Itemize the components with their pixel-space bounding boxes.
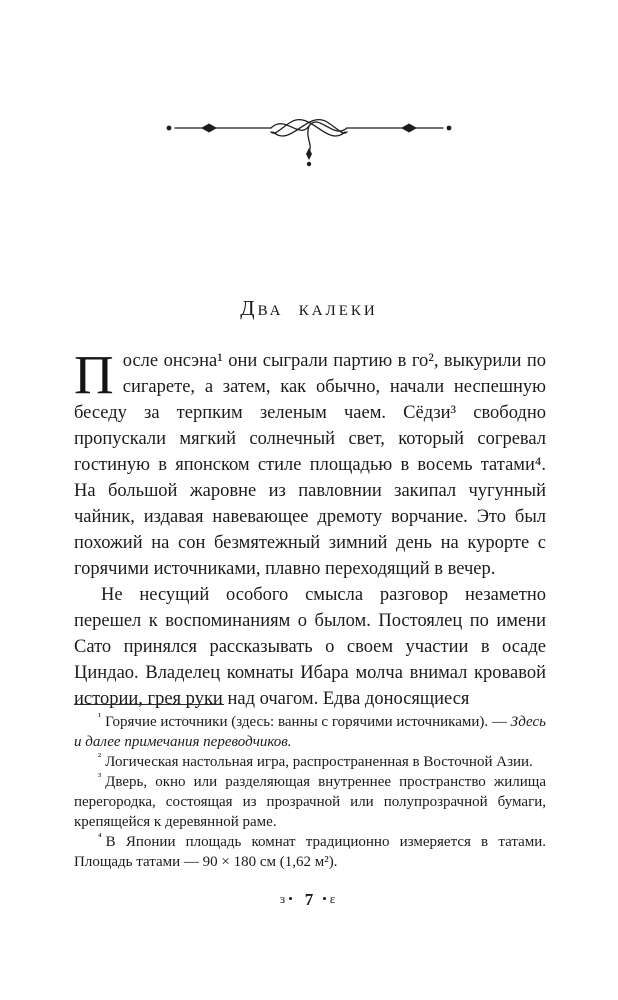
footnote-marker: ²	[98, 752, 102, 763]
body-text	[74, 344, 546, 712]
footnote-text: В Японии площадь комнат традиционно измеряется в татами. Площадь татами — 90 × 180 см (1,62 м²).	[74, 834, 546, 870]
paragraph-text: осле онсэна¹ они сыграли партию в го², выкурили по сигарете, а затем, как обычно, начали неспешную беседу за терпким зеленым чаем. Сёдзи³ свободно пропускали мягкий солнечный свет, который согревал гостиную в японском стиле площадью в восемь татами⁴. На большой жаровне из павловнии закипал чугунный чайник, издавая навевающее дремоту ворчание. Это был похожий на сон безмятежный зимний день на курорте с горячими источниками, плавно переходящий в вечер.	[74, 351, 546, 579]
footnote	[74, 752, 546, 772]
footnote-marker: ⁴	[98, 832, 102, 843]
header-flourish-icon	[149, 110, 469, 175]
footnote-note-italic: Здесь и далее примечания переводчиков.	[74, 714, 546, 750]
footnote-text: Логическая настольная игра, распространенная в Восточной Азии.	[105, 754, 533, 770]
footnotes	[74, 704, 546, 872]
footnote-text: Горячие источники (здесь: ванны с горячими источниками). —	[105, 714, 511, 730]
footer-ornament-right-icon: •ɛ	[322, 891, 339, 906]
paragraph	[74, 344, 546, 582]
footnote	[74, 772, 546, 832]
page-number: 7	[304, 890, 314, 909]
footnote	[74, 832, 546, 872]
paragraph: Не несущий особого смысла разговор незаметно перешел к воспоминаниям о былом. Постоялец по имени Сато принялся рассказывать о своем участии в осаде Циндао. Владелец комнаты Ибара молча внимал кровавой истории, грея руки над очагом. Едва доносящиеся	[74, 585, 546, 709]
footer-ornament-left-icon: ɜ•	[279, 891, 296, 906]
footnote-marker: ³	[98, 772, 102, 783]
chapter-title: Два калеки	[240, 296, 378, 320]
footnote-text: Дверь, окно или разделяющая внутреннее пространство жилища перегородка, состоящая из прозрачной или полупрозрачной бумаги, крепящейся к деревянной раме.	[74, 774, 546, 830]
drop-cap: П	[74, 344, 114, 405]
page-footer	[0, 890, 618, 910]
footnote	[74, 712, 546, 752]
footnote-marker: ¹	[98, 712, 102, 723]
footnote-separator	[74, 704, 224, 705]
